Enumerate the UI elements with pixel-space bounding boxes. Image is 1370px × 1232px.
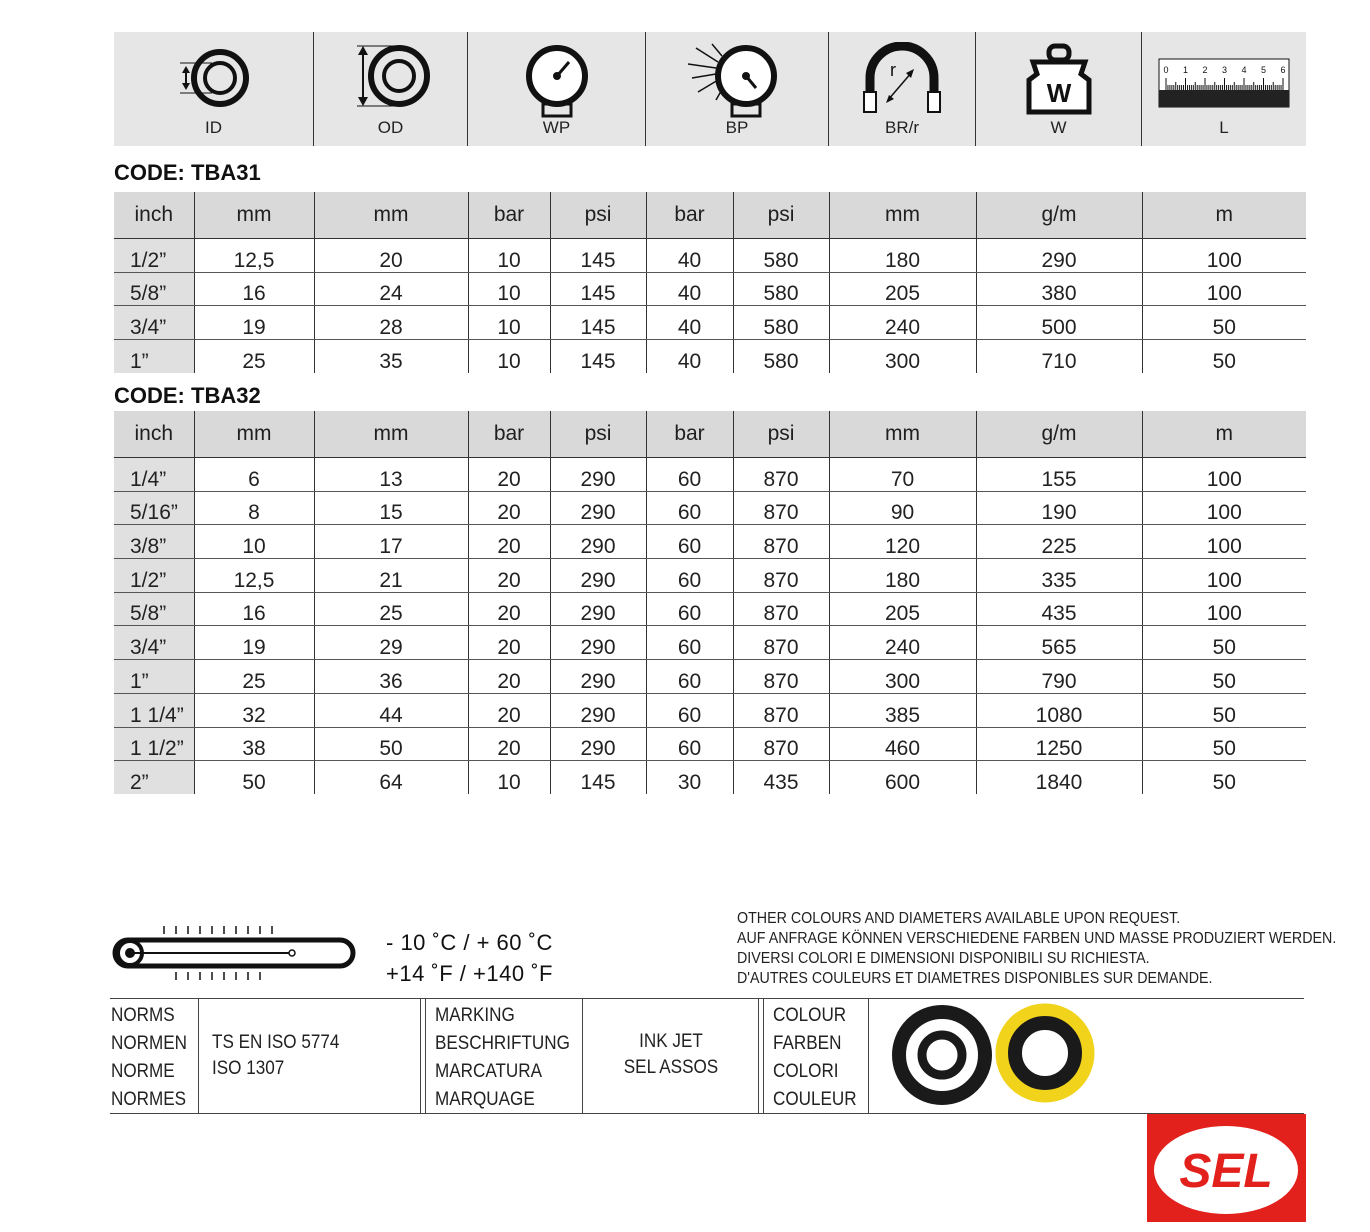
length-ruler-icon [1158,58,1290,118]
svg-text:W: W [1046,78,1071,108]
table-cell: 25 [194,660,314,694]
table-cell: 290 [550,491,646,525]
table-cell: 290 [550,727,646,761]
divider [582,999,583,1113]
icon-label: L [1219,118,1229,137]
table-cell: 290 [550,626,646,660]
table-cell: 50 [1142,727,1306,761]
column-header: mm [194,411,314,458]
table-cell: 60 [646,458,733,492]
colour-label: FARBEN [773,1033,842,1054]
table-cell: 25 [314,592,468,626]
table-cell: 225 [976,525,1142,559]
sel-logo [1147,1114,1306,1222]
table-cell: 10 [468,340,550,373]
table-cell: 290 [550,458,646,492]
ruler-mark-label: 0 [1163,65,1169,75]
table-cell: 120 [829,525,976,559]
table-cell: 205 [829,272,976,306]
table-cell: 100 [1142,272,1306,306]
spec-table-tba32 [114,411,1306,794]
table-cell: 25 [194,340,314,373]
table-cell: 60 [646,727,733,761]
column-header: g/m [976,192,1142,239]
specs-footer-row [110,998,1304,1114]
size-inch-cell: 1 1/2” [114,727,194,761]
icon-cell-id [114,32,314,146]
column-header: mm [314,411,468,458]
table-cell: 24 [314,272,468,306]
icon-label: WP [542,118,571,137]
table-row [114,693,1306,727]
size-inch-cell: 1/2” [114,559,194,593]
table-cell: 100 [1142,491,1306,525]
table-cell: 20 [468,660,550,694]
colour-label: COLOUR [773,1005,847,1026]
table-cell: 300 [829,660,976,694]
colour-swatch-black [899,1012,985,1098]
table-cell: 10 [468,306,550,340]
table-cell: 870 [733,626,829,660]
table-cell: 335 [976,559,1142,593]
table-cell: 50 [194,761,314,794]
column-header: bar [646,411,733,458]
table-cell: 460 [829,727,976,761]
table-header-row [114,192,1306,239]
table-cell: 870 [733,693,829,727]
table-cell: 870 [733,592,829,626]
table-row [114,660,1306,694]
colour-label: COLORI [773,1061,839,1082]
icon-label: BP [725,118,749,137]
table-cell: 15 [314,491,468,525]
marking-value: SEL ASSOS [623,1057,719,1078]
size-inch-cell: 1” [114,660,194,694]
column-header: mm [194,192,314,239]
table-header-row [114,411,1306,458]
table-cell: 565 [976,626,1142,660]
table-cell: 20 [314,239,468,273]
spec-icon-header [114,32,1306,146]
table-cell: 40 [646,239,733,273]
colour-labels [773,1002,857,1114]
table-cell: 8 [194,491,314,525]
colour-swatch-yellow [1002,1010,1088,1096]
table-cell: 50 [1142,660,1306,694]
table-cell: 500 [976,306,1142,340]
size-inch-cell: 5/8” [114,592,194,626]
ruler-mark-label: 5 [1260,65,1267,75]
table-cell: 1080 [976,693,1142,727]
table-cell: 870 [733,559,829,593]
table-cell: 870 [733,491,829,525]
ruler-mark-label: 1 [1182,65,1189,75]
table-cell: 870 [733,458,829,492]
table-cell: 435 [733,761,829,794]
table-cell: 580 [733,340,829,373]
note-line: OTHER COLOURS AND DIAMETERS AVAILABLE UPON REQUEST. [737,910,1181,927]
table-row [114,592,1306,626]
size-inch-cell: 3/4” [114,626,194,660]
code-title-tba31: CODE: TBA31 [114,160,261,185]
table-cell: 16 [194,272,314,306]
table-cell: 29 [314,626,468,660]
table-cell: 100 [1142,559,1306,593]
table-row [114,559,1306,593]
divider [758,999,759,1113]
table-cell: 28 [314,306,468,340]
divider [868,999,869,1113]
norms-values [212,1030,339,1082]
table-cell: 38 [194,727,314,761]
norms-value: TS EN ISO 5774 [212,1032,340,1053]
table-cell: 13 [314,458,468,492]
table-cell: 32 [194,693,314,727]
svg-text:r: r [890,60,896,80]
note-line: AUF ANFRAGE KÖNNEN VERSCHIEDENE FARBEN UND MASSE PRODUZIERT WERDEN. [737,930,1337,947]
column-header: psi [733,192,829,239]
marking-value: INK JET [639,1031,703,1052]
table-cell: 50 [314,727,468,761]
table-cell: 180 [829,559,976,593]
weight-icon [1009,42,1109,122]
table-cell: 580 [733,239,829,273]
table-cell: 190 [976,491,1142,525]
table-cell: 6 [194,458,314,492]
table-cell: 60 [646,559,733,593]
table-cell: 50 [1142,626,1306,660]
note-line: DIVERSI COLORI E DIMENSIONI DISPONIBILI SU RICHIESTA. [737,950,1150,967]
table-cell: 50 [1142,761,1306,794]
size-inch-cell: 2” [114,761,194,794]
note-line: D'AUTRES COULEURS ET DIAMETRES DISPONIBLES SUR DEMANDE. [737,970,1213,987]
table-cell: 40 [646,306,733,340]
table-cell: 290 [550,660,646,694]
column-header: mm [314,192,468,239]
table-cell: 60 [646,491,733,525]
table-cell: 60 [646,525,733,559]
table-cell: 870 [733,660,829,694]
table-cell: 17 [314,525,468,559]
table-cell: 44 [314,693,468,727]
table-cell: 12,5 [194,559,314,593]
temperature-fahrenheit: +14 ˚F / +140 ˚F [386,961,553,986]
table-cell: 870 [733,525,829,559]
icon-label: BR/r [885,118,919,137]
table-cell: 20 [468,525,550,559]
icon-cell-l [1142,32,1306,146]
norms-label: NORMS [111,1005,175,1026]
sel-logo-mark [1147,1114,1306,1222]
ruler-mark-label: 3 [1221,65,1228,75]
availability-notes [737,909,1336,989]
table-cell: 145 [550,306,646,340]
table-row [114,491,1306,525]
table-cell: 300 [829,340,976,373]
table-cell: 290 [976,239,1142,273]
table-cell: 36 [314,660,468,694]
column-header: m [1142,192,1306,239]
icon-cell-od [314,32,468,146]
table-cell: 1250 [976,727,1142,761]
temperature-block [104,918,360,995]
temperature-celsius: - 10 ˚C / + 60 ˚C [386,930,553,955]
table-cell: 70 [829,458,976,492]
table-cell: 35 [314,340,468,373]
size-inch-cell: 3/8” [114,525,194,559]
icon-label: ID [205,118,222,137]
table-cell: 10 [468,272,550,306]
table-cell: 16 [194,592,314,626]
table-row [114,306,1306,340]
column-header: m [1142,411,1306,458]
working-pressure-gauge-icon [507,42,607,122]
table-cell: 290 [550,525,646,559]
table-cell: 580 [733,306,829,340]
table-cell: 205 [829,592,976,626]
size-inch-cell: 3/4” [114,306,194,340]
table-cell: 19 [194,626,314,660]
marking-label: MARKING [435,1005,515,1026]
table-row [114,340,1306,373]
table-cell: 180 [829,239,976,273]
table-cell: 240 [829,306,976,340]
size-inch-cell: 1” [114,340,194,373]
norms-label: NORME [111,1061,175,1082]
code-title-tba32: CODE: TBA32 [114,383,261,408]
marking-label: MARCATURA [435,1061,543,1082]
table-cell: 145 [550,761,646,794]
table-row [114,727,1306,761]
table-cell: 50 [1142,693,1306,727]
spec-table-tba31 [114,192,1306,373]
icon-cell-w [976,32,1142,146]
table-cell: 1840 [976,761,1142,794]
table-cell: 145 [550,272,646,306]
table-cell: 60 [646,626,733,660]
table-row [114,626,1306,660]
size-inch-cell: 1/4” [114,458,194,492]
column-header: mm [829,411,976,458]
table-cell: 90 [829,491,976,525]
table-cell: 30 [646,761,733,794]
table-row [114,239,1306,273]
table-cell: 290 [550,592,646,626]
table-cell: 145 [550,340,646,373]
table-cell: 21 [314,559,468,593]
size-inch-cell: 5/16” [114,491,194,525]
table-cell: 12,5 [194,239,314,273]
table-cell: 50 [1142,340,1306,373]
table-cell: 10 [194,525,314,559]
table-cell: 290 [550,693,646,727]
table-cell: 40 [646,272,733,306]
table-row [114,525,1306,559]
table-cell: 10 [468,761,550,794]
table-cell: 20 [468,458,550,492]
norms-labels [111,1002,187,1114]
table-cell: 20 [468,693,550,727]
column-header: inch [114,192,194,239]
bend-radius-icon [852,42,952,122]
table-cell: 435 [976,592,1142,626]
table-cell: 290 [550,559,646,593]
table-cell: 100 [1142,458,1306,492]
norms-label: NORMEN [111,1033,188,1054]
table-cell: 60 [646,693,733,727]
norms-value: ISO 1307 [212,1058,285,1079]
ruler-mark-label: 4 [1241,65,1247,75]
icon-cell-br [829,32,976,146]
table-row [114,458,1306,492]
thermometer-icon [104,918,360,990]
column-header: inch [114,411,194,458]
table-cell: 100 [1142,525,1306,559]
divider [425,999,426,1113]
table-row [114,272,1306,306]
marking-label: MARQUAGE [435,1089,535,1110]
icon-cell-bp [646,32,829,146]
marking-values [592,1029,750,1081]
icon-label: OD [377,118,404,137]
icon-label: W [1050,118,1067,137]
table-cell: 100 [1142,239,1306,273]
outer-diameter-icon [341,42,441,122]
table-cell: 19 [194,306,314,340]
table-cell: 240 [829,626,976,660]
table-cell: 145 [550,239,646,273]
norms-label: NORMES [111,1089,187,1110]
marking-labels [435,1002,570,1114]
size-inch-cell: 1 1/4” [114,693,194,727]
table-cell: 60 [646,660,733,694]
ruler-mark-label: 2 [1202,65,1208,75]
table-cell: 20 [468,626,550,660]
size-inch-cell: 1/2” [114,239,194,273]
divider [420,999,421,1113]
size-inch-cell: 5/8” [114,272,194,306]
table-cell: 60 [646,592,733,626]
ruler-mark-label: 6 [1280,65,1286,75]
table-cell: 50 [1142,306,1306,340]
table-cell: 385 [829,693,976,727]
table-cell: 155 [976,458,1142,492]
table-cell: 20 [468,491,550,525]
table-cell: 870 [733,727,829,761]
column-header: psi [733,411,829,458]
burst-pressure-gauge-icon [682,42,792,122]
table-cell: 380 [976,272,1142,306]
table-cell: 20 [468,592,550,626]
table-cell: 580 [733,272,829,306]
table-cell: 790 [976,660,1142,694]
table-cell: 20 [468,559,550,593]
table-row [114,761,1306,794]
table-cell: 10 [468,239,550,273]
inner-diameter-icon [164,42,264,122]
divider [763,999,764,1113]
table-cell: 600 [829,761,976,794]
column-header: psi [550,192,646,239]
table-cell: 100 [1142,592,1306,626]
column-header: bar [646,192,733,239]
table-cell: 710 [976,340,1142,373]
logo-text: SEL [1179,1145,1273,1198]
table-cell: 40 [646,340,733,373]
colour-label: COULEUR [773,1089,857,1110]
column-header: bar [468,411,550,458]
column-header: bar [468,192,550,239]
table-cell: 20 [468,727,550,761]
divider [198,999,199,1113]
icon-cell-wp [468,32,646,146]
table-cell: 64 [314,761,468,794]
column-header: mm [829,192,976,239]
column-header: psi [550,411,646,458]
column-header: g/m [976,411,1142,458]
marking-label: BESCHRIFTUNG [435,1033,570,1054]
colour-swatches [890,1003,1102,1107]
